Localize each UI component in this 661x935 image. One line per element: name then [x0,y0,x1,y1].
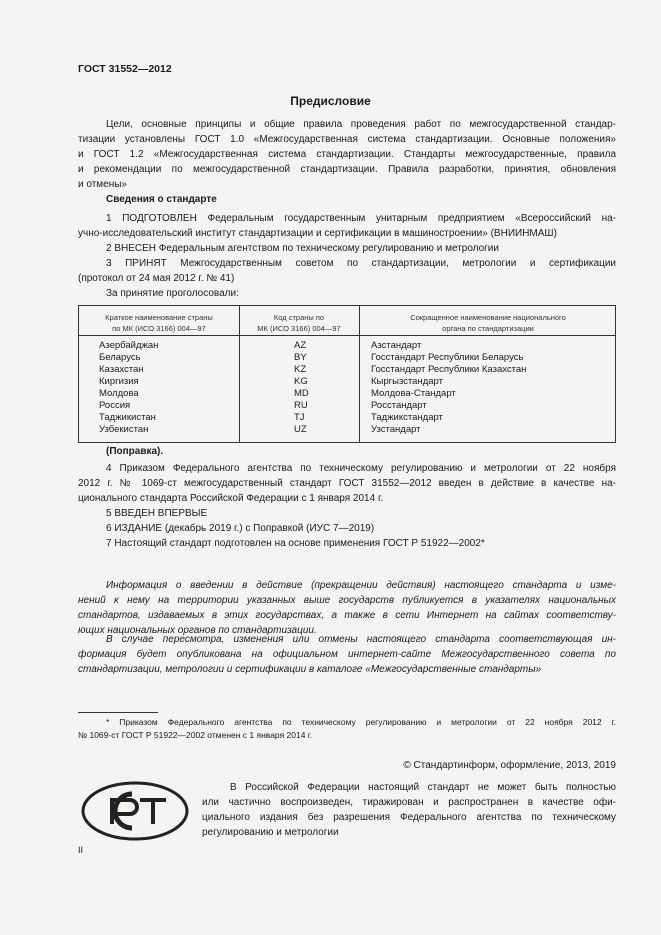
table-header [78,305,616,336]
notice2-line: формация будет опубликована на официальном интернет-сайте Межгосударственного совета по [78,649,616,660]
table-row: Россия RU Росстандарт [99,400,427,411]
table-row: Киргизия KG Кыргызстандарт [99,376,443,387]
intro-line: Цели, основные принципы и общие правила проведения работ по межгосударственной стандар- [106,119,616,130]
notice-line: стандартов, издаваемых в этих государствах, а также в сети Интернет на сайтах соответству- [78,610,616,621]
item-2: 2 ВНЕСЕН Федеральным агентством по техническому регулированию и метрологии [106,243,499,254]
intro-line: и отмены» [78,179,127,190]
notice-line: Информация о введении в действие (прекращении действия) настоящего стандарта и изме- [106,580,616,591]
item-7: 7 Настоящий стандарт подготовлен на основе применения ГОСТ Р 51922—2002* [106,538,485,549]
document-code: ГОСТ 31552—2012 [78,63,172,75]
table-row: Казахстан KZ Госстандарт Республики Казахстан [99,364,527,375]
gost-r-logo [80,780,190,842]
intro-line: тизации установлены ГОСТ 1.0 «Межгосударственная система стандартизации. Основные положения» [78,134,616,145]
footnote-line: * Приказом Федерального агентства по техническому регулированию и метрологии от 22 ноября 2012 г. [106,717,616,727]
table-row: Беларусь BY Госстандарт Республики Беларусь [99,352,524,363]
restriction-line: или частично воспроизведен, тиражирован и распространен в качестве офи- [202,797,616,808]
item-6: 6 ИЗДАНИЕ (декабрь 2019 г.) с Поправкой (ИУС 7—2019) [106,523,375,534]
page-number: II [78,845,84,855]
footnote-rule [78,712,158,713]
info-heading: Сведения о стандарте [106,194,217,205]
item-5: 5 ВВЕДЕН ВПЕРВЫЕ [106,508,208,519]
notice2-paragraph [78,632,616,677]
table-row: Азербайджан AZ Азстандарт [99,340,422,351]
item-4-cont2: ционального стандарта Российской Федерации с 1 января 2014 г. [78,493,384,504]
copyright: © Стандартинформ, оформление, 2013, 2019 [403,760,616,771]
header-code: Код страны по МК (ИСО 3166) 004—97 [257,313,341,333]
intro-paragraph [78,117,616,192]
info-items [78,211,616,286]
table-body [78,336,616,443]
item-1-cont: учно-исследовательский институт стандартизации и сертификации в машиностроении» (ВНИИНМАШ) [78,228,557,239]
item-3: 3 ПРИНЯТ Межгосударственным советом по стандартизации, метрологии и сертификации [106,258,616,269]
notice-line: ющих национальных органов по стандартизации. [78,625,317,636]
intro-line: и рекомендации по межгосударственной стандартизации. Правила разработки, принятия, обновления [78,164,616,175]
item-3-cont: (протокол от 24 мая 2012 г. № 41) [78,273,235,284]
voted-label: За принятие проголосовали: [106,288,239,299]
items-second [78,461,616,551]
restriction-line: регулированию и метрологии [202,827,339,838]
table-row: Таджикистан TJ Таджикстандарт [99,412,443,423]
item-4-cont: 2012 г. № 1069-ст межгосударственный стандарт ГОСТ 31552—2012 введен в действие в качестве на- [78,478,616,489]
table-row: Узбекистан UZ Узстандарт [99,424,421,435]
restriction-paragraph [202,780,616,840]
item-1: 1 ПОДГОТОВЛЕН Федеральным государственным унитарным предприятием «Всероссийский на- [106,213,616,224]
notice-line: нений к нему на территории указанных выше государств публикуется в указателях национальных [78,595,616,606]
intro-line: и ГОСТ 1.2 «Межгосударственная система стандартизации. Стандарты межгосударственные, правила [78,149,616,160]
footnote-line: № 1069-ст ГОСТ Р 51922—2002 отменен с 1 января 2014 г. [78,730,313,740]
footnote [78,716,616,742]
notice2-line: В случае пересмотра, изменения или отмены настоящего стандарта соответствующая ин- [106,634,616,645]
header-organ: Сокращенное наименование национального органа по стандартизации [410,313,566,333]
restriction-line: В Российской Федерации настоящий стандарт не может быть полностью [230,782,616,793]
restriction-line: циального издания без разрешения Федерального агентства по техническому [202,812,616,823]
header-country: Краткое наименование страны по МК (ИСО 3166) 004—97 [105,313,213,333]
notice-paragraph [78,578,616,638]
page-title: Предисловие [290,94,371,108]
table-row: Молдова MD Молдова-Стандарт [99,388,456,399]
amendment-note: (Поправка). [106,446,164,457]
item-4: 4 Приказом Федерального агентства по техническому регулированию и метрологии от 22 ноября [106,463,616,474]
notice2-line: стандартизации, метрологии и сертификации в каталоге «Межгосударственные стандарты» [78,664,542,675]
